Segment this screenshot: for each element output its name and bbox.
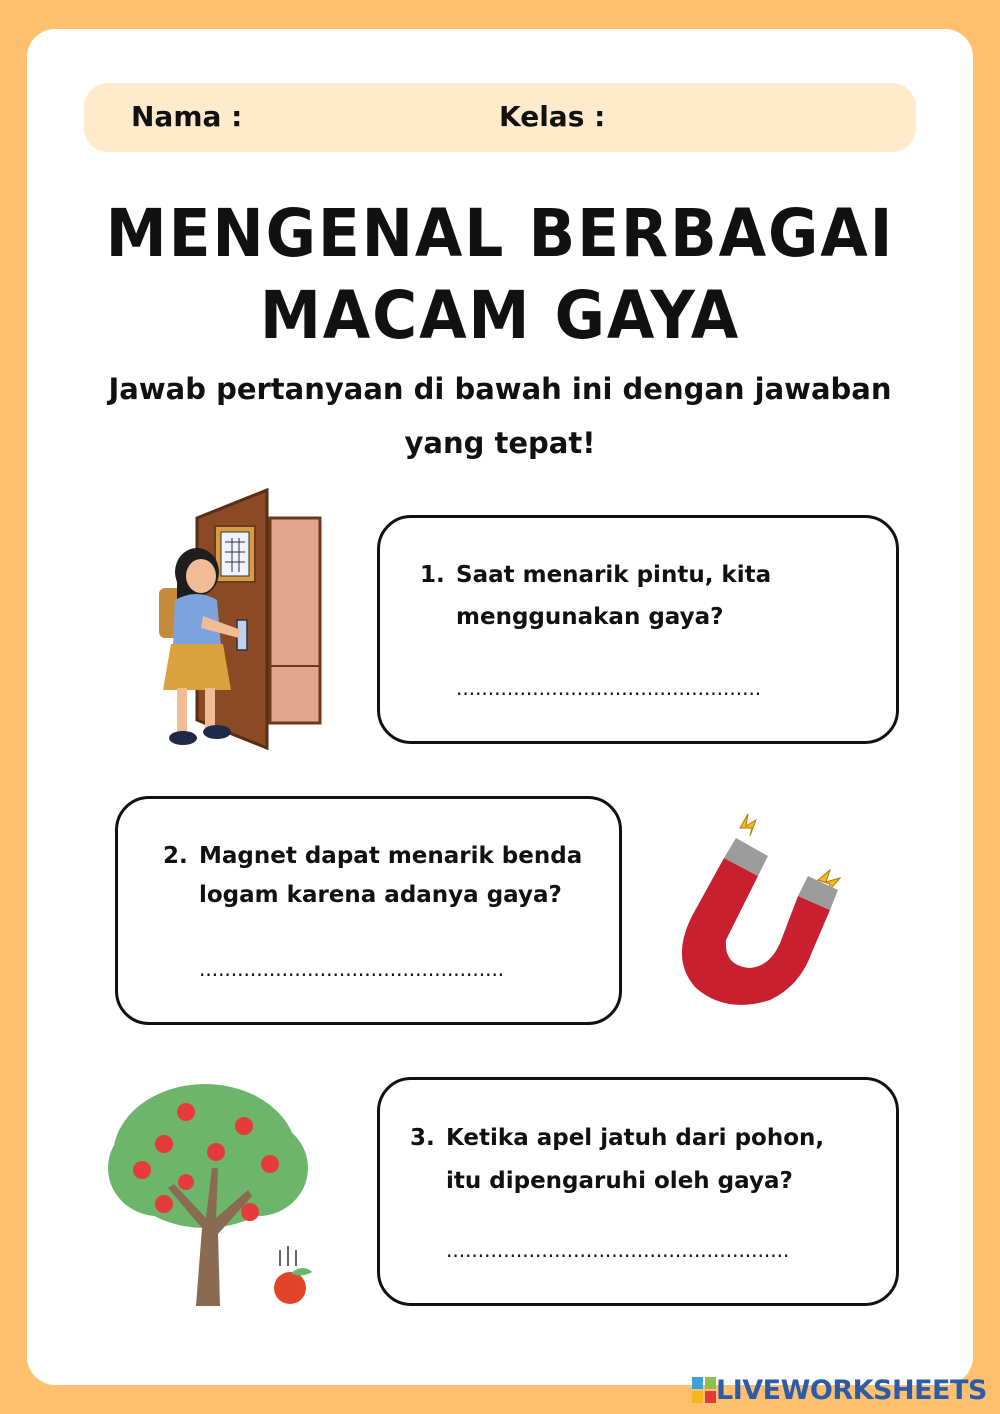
question-1-line2: menggunakan gaya? (456, 604, 724, 630)
question-2-line2: logam karena adanya gaya? (199, 882, 562, 908)
question-2-line1: Magnet dapat menarik benda (199, 843, 583, 869)
instruction-line2: yang tepat! (404, 426, 596, 460)
question-2-number: 2. (163, 843, 188, 869)
question-3-line1: Ketika apel jatuh dari pohon, (446, 1125, 825, 1151)
magnet-illustration (660, 808, 860, 1018)
liveworksheets-watermark[interactable] (692, 1374, 987, 1406)
apple-tree-illustration (108, 1078, 326, 1312)
question-3-line2: itu dipengaruhi oleh gaya? (446, 1168, 793, 1194)
liveworksheets-logo-icon (692, 1377, 716, 1403)
name-label: Nama : (131, 100, 243, 133)
page-title-line1: MENGENAL BERBAGAI (105, 195, 895, 272)
question-2-answer-field[interactable]: ................................................ (199, 957, 505, 981)
question-1-answer-field[interactable]: ................................................ (456, 676, 762, 700)
question-3-answer-field[interactable]: ...................................................... (446, 1238, 790, 1262)
question-1-number: 1. (420, 562, 445, 588)
girl-pulling-door-illustration (155, 488, 330, 753)
page-title-line2: MACAM GAYA (259, 277, 741, 354)
class-label: Kelas : (499, 100, 606, 133)
question-1-line1: Saat menarik pintu, kita (456, 562, 772, 588)
liveworksheets-brand: LIVEWORKSHEETS (716, 1374, 987, 1406)
question-3-number: 3. (410, 1125, 435, 1151)
instruction-line1: Jawab pertanyaan di bawah ini dengan jawaban (108, 372, 892, 406)
